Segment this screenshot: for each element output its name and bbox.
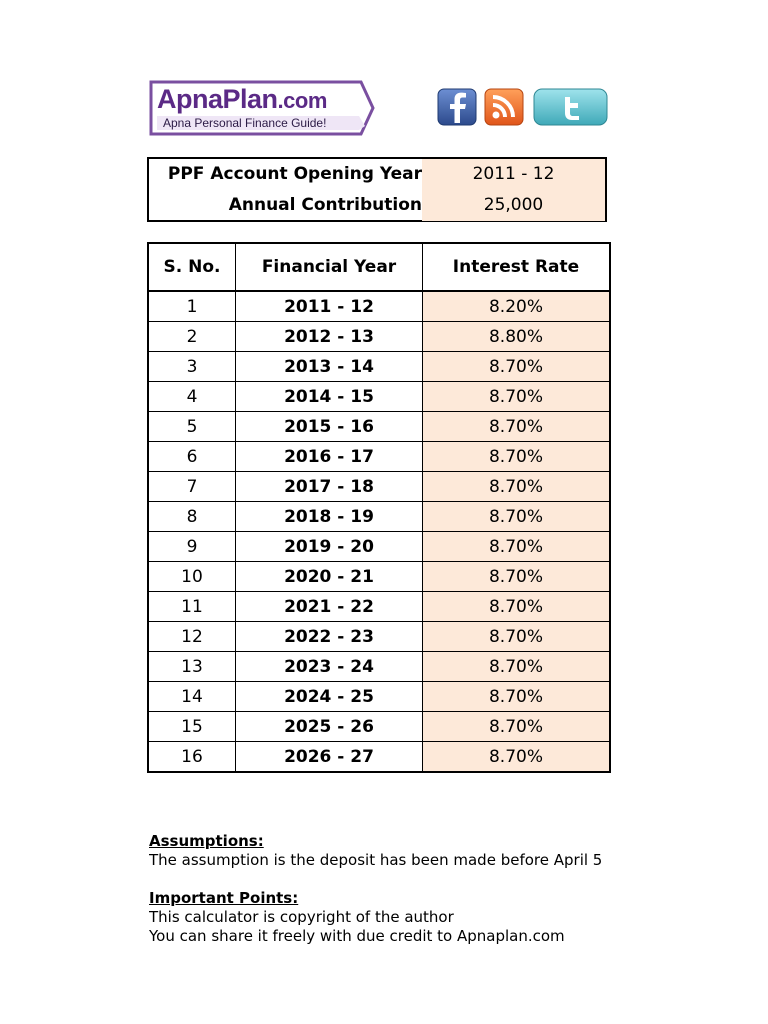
cell-interest-rate[interactable]: 8.70% [423,472,611,502]
opening-year-row [149,159,605,190]
cell-sno: 3 [148,352,236,382]
table-row [148,592,610,622]
cell-sno: 13 [148,652,236,682]
cell-sno: 12 [148,622,236,652]
important-point-2: You can share it freely with due credit to Apnaplan.com [149,927,565,945]
annual-contribution-row [149,190,605,221]
facebook-icon[interactable] [437,88,477,126]
assumptions-heading: Assumptions: [149,832,264,850]
cell-interest-rate[interactable]: 8.70% [423,712,611,742]
table-row [148,291,610,322]
cell-financial-year: 2015 - 16 [236,412,423,442]
cell-financial-year: 2025 - 26 [236,712,423,742]
cell-financial-year: 2022 - 23 [236,622,423,652]
cell-financial-year: 2020 - 21 [236,562,423,592]
cell-interest-rate[interactable]: 8.70% [423,352,611,382]
table-row [148,562,610,592]
cell-sno: 9 [148,532,236,562]
opening-year-label: PPF Account Opening Year [167,164,422,184]
cell-financial-year: 2018 - 19 [236,502,423,532]
cell-interest-rate[interactable]: 8.70% [423,382,611,412]
cell-interest-rate[interactable]: 8.70% [423,532,611,562]
cell-financial-year: 2011 - 12 [236,291,423,322]
cell-financial-year: 2024 - 25 [236,682,423,712]
cell-sno: 8 [148,502,236,532]
cell-interest-rate[interactable]: 8.70% [423,742,611,773]
cell-sno: 4 [148,382,236,412]
notes-section [149,832,611,946]
rss-icon[interactable] [484,88,524,126]
cell-interest-rate[interactable]: 8.70% [423,562,611,592]
annual-contribution-label: Annual Contribution [228,195,422,215]
interest-rate-table [147,242,611,773]
cell-interest-rate[interactable]: 8.70% [423,502,611,532]
cell-interest-rate[interactable]: 8.70% [423,592,611,622]
cell-financial-year: 2021 - 22 [236,592,423,622]
cell-interest-rate[interactable]: 8.70% [423,442,611,472]
cell-interest-rate[interactable]: 8.70% [423,412,611,442]
cell-interest-rate[interactable]: 8.70% [423,682,611,712]
assumptions-text: The assumption is the deposit has been made before April 5 [149,851,603,869]
opening-year-value[interactable]: 2011 - 12 [422,159,605,190]
logo-tagline: Apna Personal Finance Guide! [163,116,327,130]
cell-financial-year: 2026 - 27 [236,742,423,773]
important-point-1: This calculator is copyright of the author [149,908,454,926]
table-row [148,412,610,442]
table-row [148,352,610,382]
header-sno: S. No. [148,243,236,291]
cell-interest-rate[interactable]: 8.80% [423,322,611,352]
important-points-heading: Important Points: [149,889,299,907]
table-row [148,652,610,682]
table-row [148,742,610,773]
cell-interest-rate[interactable]: 8.70% [423,652,611,682]
cell-sno: 7 [148,472,236,502]
twitter-icon[interactable] [533,88,608,126]
table-row [148,382,610,412]
cell-sno: 16 [148,742,236,773]
cell-sno: 6 [148,442,236,472]
cell-financial-year: 2016 - 17 [236,442,423,472]
logo-wordmark: ApnaPlan.com [157,84,327,114]
cell-sno: 1 [148,291,236,322]
cell-financial-year: 2012 - 13 [236,322,423,352]
table-row [148,622,610,652]
cell-financial-year: 2017 - 18 [236,472,423,502]
table-row [148,502,610,532]
cell-sno: 2 [148,322,236,352]
cell-sno: 10 [148,562,236,592]
ppf-info-box [147,157,607,222]
cell-financial-year: 2014 - 15 [236,382,423,412]
cell-sno: 15 [148,712,236,742]
table-row [148,532,610,562]
table-row [148,682,610,712]
cell-financial-year: 2019 - 20 [236,532,423,562]
annual-contribution-value[interactable]: 25,000 [422,190,605,221]
cell-financial-year: 2023 - 24 [236,652,423,682]
cell-sno: 5 [148,412,236,442]
cell-interest-rate[interactable]: 8.70% [423,622,611,652]
apnaplan-logo[interactable] [149,80,375,136]
header-financial-year: Financial Year [236,243,423,291]
header-interest-rate: Interest Rate [423,243,611,291]
table-header-row [148,243,610,291]
table-row [148,712,610,742]
table-row [148,442,610,472]
cell-financial-year: 2013 - 14 [236,352,423,382]
cell-sno: 14 [148,682,236,712]
cell-sno: 11 [148,592,236,622]
cell-interest-rate[interactable]: 8.20% [423,291,611,322]
table-row [148,322,610,352]
table-row [148,472,610,502]
